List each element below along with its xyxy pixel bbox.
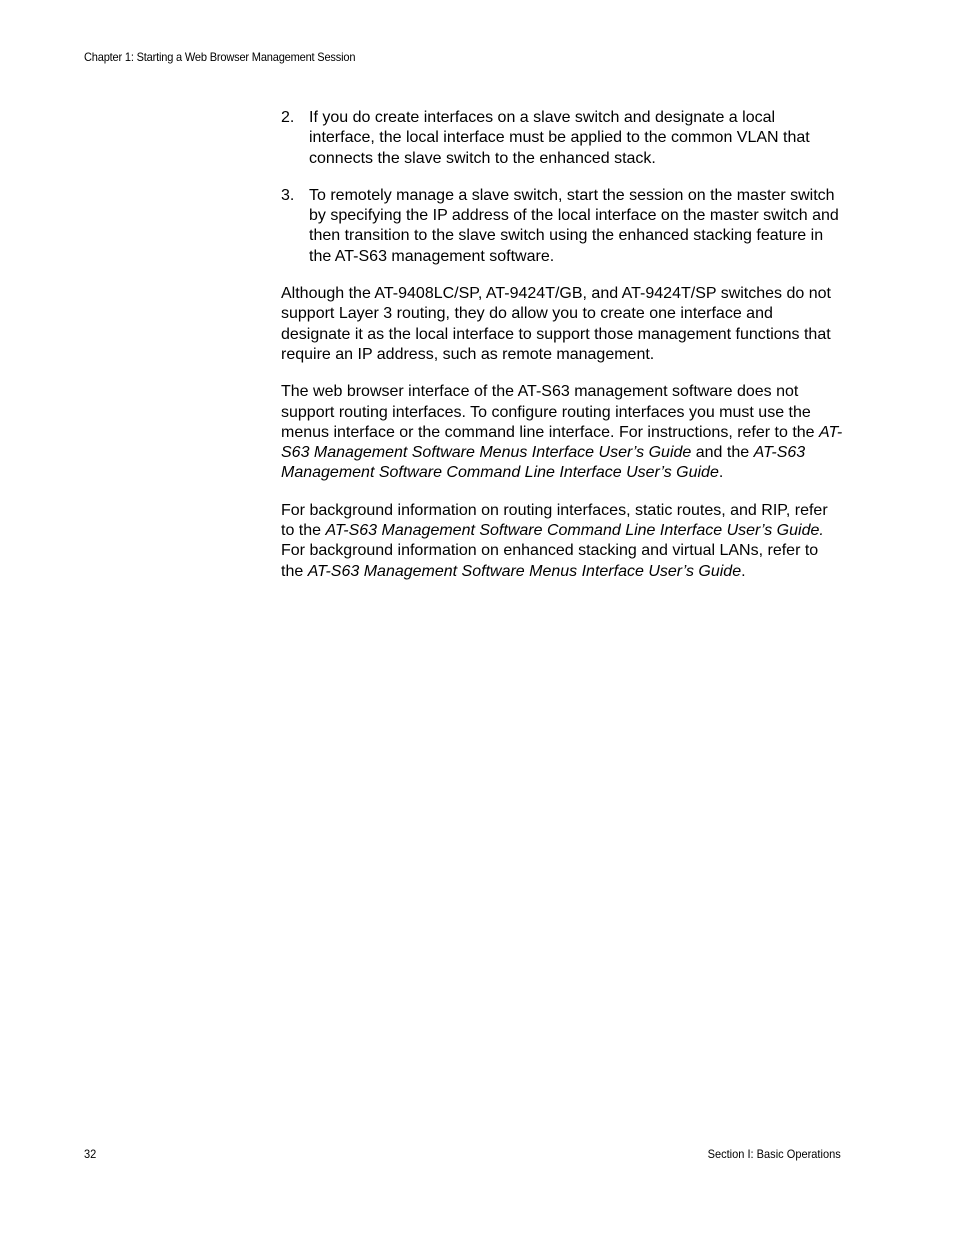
page-number: 32 — [84, 1147, 97, 1161]
guide-title-menus: AT-S63 Management Software Menus Interface User’s Guide — [281, 423, 843, 462]
paragraph-text: For background information on enhanced stacking and virtual LANs, refer to the — [281, 542, 819, 580]
running-header: Chapter 1: Starting a Web Browser Management Session — [84, 50, 356, 64]
paragraph-text: For background information on routing interfaces, static routes, and RIP, refer to the — [281, 501, 828, 540]
guide-title-cli: AT-S63 Management Software Command Line Interface User’s Guide — [281, 444, 806, 482]
paragraph-layer3: Although the AT-9408LC/SP, AT-9424T/GB, and AT-9424T/SP switches do not support Layer 3 routing, they do allow you to create one interface and designate it as the local interface to support those management functions that require an IP address, such as remote management. — [281, 285, 831, 363]
paragraph-background — [281, 501, 843, 582]
list-item — [281, 108, 843, 169]
paragraph-text: The web browser interface of the AT-S63 management software does not support routing interfaces. To configure routing interfaces you must use the menus interface or the command line interface. For instructions, refer to the — [281, 383, 820, 441]
list-number: 3. — [281, 186, 295, 204]
guide-title-cli: AT-S63 Management Software Command Line Interface User’s Guide. — [325, 522, 824, 540]
paragraph-text: and the — [691, 444, 754, 462]
body-text — [281, 108, 843, 599]
paragraph-web-interface — [281, 382, 843, 483]
list-number: 2. — [281, 109, 295, 126]
list-item-text: To remotely manage a slave switch, start the session on the master switch by specifying the IP address of the local interface on the master switch and then transition to the slave switch using the enhanced stacking feature in the AT-S63 management software. — [309, 186, 839, 265]
guide-title-menus: AT-S63 Management Software Menus Interface User’s Guide — [307, 562, 742, 580]
paragraph-text: . — [718, 464, 724, 482]
list-item-text: If you do create interfaces on a slave switch and designate a local interface, the local interface must be applied to the common VLAN that connects the slave switch to the enhanced stack. — [309, 109, 810, 167]
list-item — [281, 186, 843, 267]
paragraph-text: . — [741, 562, 746, 580]
section-title: Section I: Basic Operations — [707, 1147, 841, 1161]
